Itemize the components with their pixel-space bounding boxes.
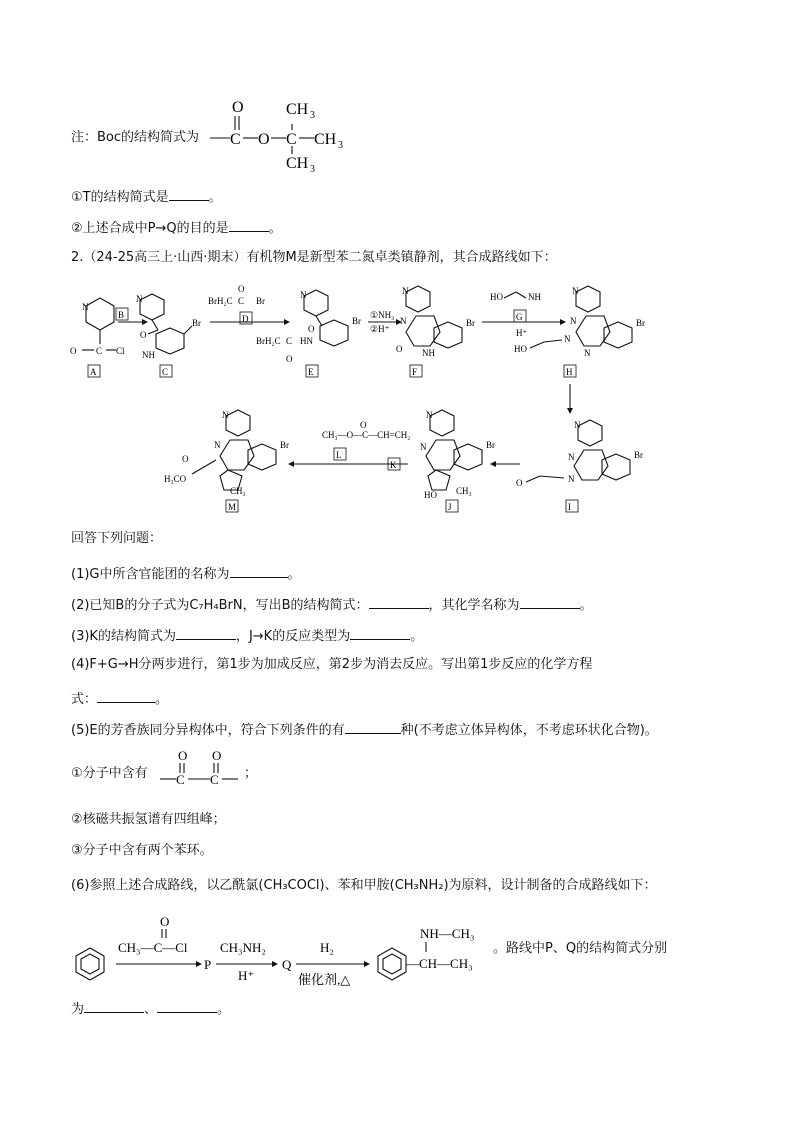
problem2-heading: 2.（24-25高三上·山西·期末）有机物M是新型苯二氮卓类镇静剂，其合成路线如下： (71, 250, 557, 265)
benzene-start (76, 948, 104, 980)
svg-text:O: O (178, 748, 188, 763)
svg-text:H₃CO: H₃CO (164, 474, 187, 484)
answer-blank[interactable] (230, 563, 288, 578)
synthesis-scheme (70, 282, 730, 522)
label-h: H (566, 367, 573, 377)
svg-text:HO: HO (490, 292, 503, 302)
svg-text:C: C (286, 336, 293, 346)
svg-text:C: C (176, 772, 185, 787)
svg-text:Br: Br (636, 318, 645, 328)
svg-text:H⁺: H⁺ (238, 968, 255, 983)
boc-sub-right: 3 (338, 140, 343, 151)
svg-text:N: N (568, 474, 575, 484)
q6-route (70, 912, 490, 990)
svg-text:O: O (286, 354, 293, 364)
question-4-cont: 式： 。 (71, 688, 168, 709)
compound-j (420, 410, 495, 512)
svg-text:N: N (572, 286, 579, 296)
compound-a (70, 298, 125, 377)
condition-1: ①分子中含有 (71, 766, 148, 781)
svg-text:CH₃: CH₃ (230, 486, 246, 496)
svg-text:Br: Br (256, 296, 265, 306)
svg-text:Br: Br (192, 318, 201, 328)
label-e: E (308, 367, 314, 377)
svg-text:HN: HN (300, 336, 313, 346)
answer-blank[interactable] (84, 998, 144, 1013)
label-b: B (118, 310, 125, 320)
svg-text:C: C (210, 772, 219, 787)
svg-text:Br: Br (352, 316, 361, 326)
svg-text:Br: Br (634, 450, 643, 460)
question-5: (5)E的芳香族同分异构体中，符合下列条件的有 种(不考虑立体异构体，不考虑环状化合物)。 (71, 719, 658, 740)
question-6-after: 。路线中P、Q的结构简式分别 (493, 941, 668, 956)
svg-text:Br: Br (280, 440, 289, 450)
svg-text:O: O (516, 478, 523, 488)
svg-text:BrH₂C: BrH₂C (208, 296, 233, 306)
label-l: L (336, 450, 342, 460)
svg-text:N: N (214, 440, 221, 450)
benzene-product (378, 948, 406, 980)
svg-text:N: N (574, 420, 581, 430)
svg-text:N: N (568, 452, 575, 462)
svg-text:N: N (584, 348, 591, 358)
label-i: I (568, 502, 571, 512)
diketone-fragment (158, 746, 258, 794)
boc-ch3-right: CH (314, 131, 337, 148)
compound-m (164, 410, 289, 512)
question-6: (6)参照上述合成路线，以乙酰氯(CH₃COCl)、苯和甲胺(CH₃NH₂)为原料，设计制备的合成路线如下： (71, 878, 657, 893)
label-g: G (516, 312, 523, 322)
question-6-answer-line: 为 、 。 (71, 998, 230, 1019)
compound-i (516, 420, 643, 512)
question-1: (1)G中所含官能团的名称为 。 (71, 563, 301, 584)
boc-sub-bottom: 3 (310, 164, 315, 175)
answer-blank[interactable] (97, 688, 155, 703)
svg-text:CH₃NH₂: CH₃NH₂ (220, 940, 266, 955)
svg-text:HO: HO (514, 344, 527, 354)
boc-ch3-top: CH (286, 101, 309, 118)
label-m: M (228, 502, 237, 512)
label-c: C (162, 367, 169, 377)
svg-text:NH: NH (142, 350, 155, 360)
svg-text:N: N (300, 290, 307, 300)
label-f: F (412, 367, 418, 377)
question-2: (2)已知B的分子式为C₇H₄BrN，写出B的结构简式： ，其化学名称为 。 (71, 594, 593, 615)
svg-text:H⁺: H⁺ (516, 328, 528, 338)
svg-text:N: N (222, 410, 229, 420)
boc-ch3-bottom: CH (286, 155, 309, 172)
svg-text:NH—CH₃: NH—CH₃ (420, 926, 475, 941)
sub-question-1: ①T的结构简式是 。 (71, 186, 222, 207)
label-a: A (90, 367, 97, 377)
label-k: K (390, 460, 397, 470)
svg-text:CH₃—C—Cl: CH₃—C—Cl (118, 940, 188, 955)
answer-intro: 回答下列问题： (71, 531, 163, 546)
svg-text:N: N (564, 334, 571, 344)
boc-ester-o: O (258, 131, 270, 148)
answer-blank[interactable] (229, 217, 269, 232)
svg-text:NH: NH (528, 292, 541, 302)
compound-c (136, 294, 201, 377)
svg-text:O: O (182, 454, 189, 464)
label-d: D (242, 314, 249, 324)
answer-blank[interactable] (350, 625, 410, 640)
svg-text:Q: Q (282, 957, 292, 972)
boc-quaternary-c: C (286, 131, 297, 148)
answer-blank[interactable] (369, 594, 429, 609)
svg-text:①NH₃: ①NH₃ (370, 310, 395, 320)
boc-structure (208, 96, 358, 178)
answer-blank[interactable] (520, 594, 580, 609)
answer-blank[interactable] (169, 186, 209, 201)
svg-text:O: O (238, 284, 245, 294)
svg-text:BrH₂C: BrH₂C (256, 336, 281, 346)
answer-blank[interactable] (345, 719, 401, 734)
svg-text:O: O (212, 748, 222, 763)
svg-text:CH₃: CH₃ (456, 486, 472, 496)
svg-text:CH₃—O—C—CH=CH₂: CH₃—O—C—CH=CH₂ (322, 430, 411, 440)
sub-question-2: ②上述合成中P→Q的目的是 。 (71, 217, 282, 238)
svg-text:N: N (400, 316, 407, 326)
svg-text:N: N (82, 302, 89, 312)
svg-text:O: O (70, 346, 77, 356)
label-j: J (448, 502, 452, 512)
svg-text:Cl: Cl (116, 346, 125, 356)
svg-text:N: N (426, 410, 433, 420)
svg-text:—CH—CH₃: —CH—CH₃ (406, 956, 473, 971)
boc-sub-top: 3 (310, 110, 315, 121)
svg-text:O: O (140, 330, 147, 340)
compound-e (256, 290, 361, 377)
condition-1-tail: ； (244, 766, 258, 781)
boc-note-prefix: 注：Boc的结构简式为 (71, 130, 200, 145)
compound-f (396, 286, 475, 377)
answer-blank[interactable] (176, 625, 236, 640)
svg-text:O: O (396, 344, 403, 354)
svg-text:Br: Br (486, 440, 495, 450)
svg-text:P: P (204, 957, 212, 972)
svg-text:C: C (96, 346, 103, 356)
svg-text:N: N (570, 316, 577, 326)
svg-text:NH: NH (422, 348, 435, 358)
svg-text:催化剂,△: 催化剂,△ (298, 972, 351, 987)
condition-2: ②核磁共振氢谱有四组峰； (71, 812, 226, 827)
svg-text:N: N (420, 442, 427, 452)
question-4: (4)F+G→H分两步进行，第1步为加成反应，第2步为消去反应。写出第1步反应的化学方程 (71, 657, 593, 672)
svg-text:O: O (308, 324, 315, 334)
svg-text:②H⁺: ②H⁺ (370, 324, 390, 334)
svg-text:N: N (402, 286, 409, 296)
svg-text:HO: HO (424, 490, 437, 500)
question-3: (3)K的结构简式为 ，J→K的反应类型为 。 (71, 625, 423, 646)
answer-blank[interactable] (157, 998, 217, 1013)
svg-text:N: N (136, 294, 143, 304)
boc-c: C (230, 131, 241, 148)
svg-text:H₂: H₂ (320, 940, 334, 955)
svg-text:O: O (160, 914, 170, 929)
svg-text:O: O (360, 420, 367, 430)
svg-text:C: C (238, 296, 245, 306)
condition-3: ③分子中含有两个苯环。 (71, 843, 213, 858)
svg-text:Br: Br (466, 318, 475, 328)
boc-carbonyl-o: O (232, 99, 244, 116)
